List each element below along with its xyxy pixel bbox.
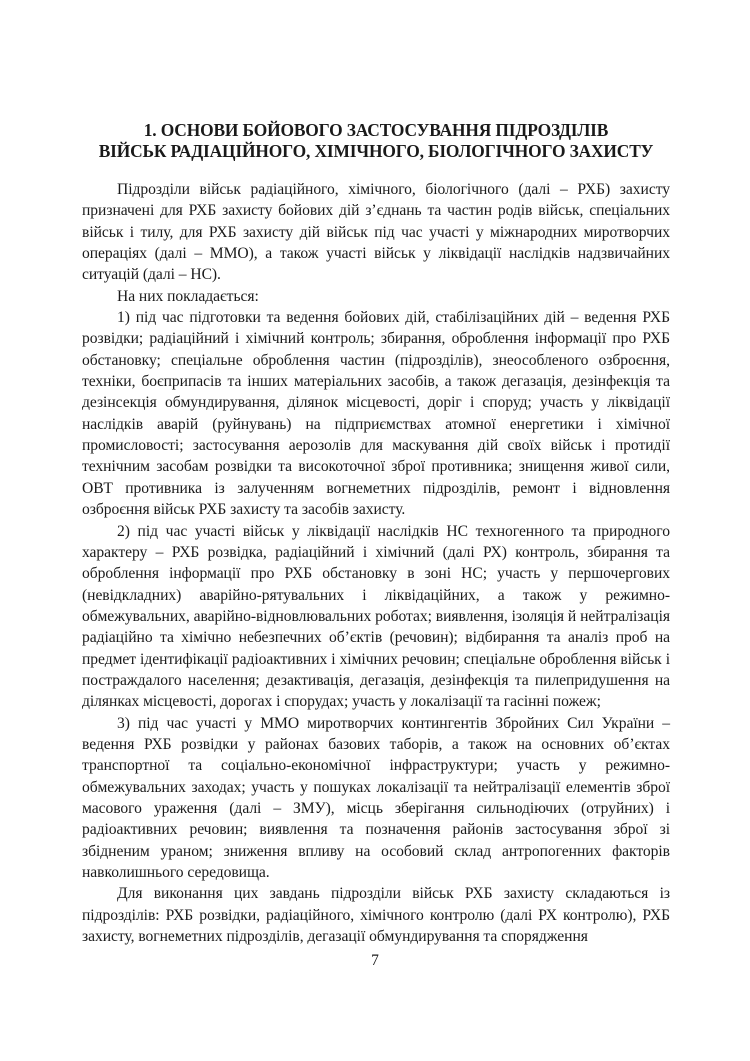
section-title-line-1: 1. ОСНОВИ БОЙОВОГО ЗАСТОСУВАННЯ ПІДРОЗДІЛІВ: [143, 120, 609, 140]
paragraph-composition: Для виконання цих завдань підрозділи військ РХБ захисту складаються із підрозділів: РХБ розвідки, радіаційного, хімічного контролю (далі РХ контролю), РХБ захисту, вогнеметних підрозділів, дегазації обмундирування та спорядження: [82, 885, 670, 946]
paragraph-item-3: 3) під час участі у ММО миротворчих контингентів Збройних Сил України – ведення РХБ розвідки у районах базових таборів, а також на основних об’єктах транспортної та соціально-економічної інфраструктури; участь у режимно-обмежувальних заходах; участь у пошуках локалізації та нейтралізації елементів зброї масового ураження (далі – ЗМУ), місць зберігання сильнодіючих (отруйних) і радіоактивних речовин; виявлення та позначення районів застосування зброї зі збідненим ураном; зниження впливу на особовий склад антропогенних факторів навколишнього середовища.: [82, 714, 670, 881]
document-page: [82, 120, 670, 947]
paragraph-tasks-lead: На них покладається:: [117, 287, 259, 305]
paragraph-item-2: 2) під час участі військ у ліквідації наслідків НС техногенного та природного характеру – РХБ розвідка, радіаційний і хімічний (далі РХ) контроль, збирання та оброблення інформації про РХБ обстановку в зоні НС; участь у першочергових (невідкладних) аварійно-рятувальних і ліквідаційних, а також у режимно-обмежувальних, аварійно-відновлювальних роботах; виявлення, ізоляція й нейтралізація радіаційно та хімічно небезпечних об’єктів (речовин); відбирання та аналіз проб на предмет ідентифікації радіоактивних і хімічних речовин; спеціальне оброблення військ і постраждалого населення; дезактивація, дегазація, дезінфекція та пилепридушення на ділянках місцевості, дорогах і спорудах; участь у локалізації та гасінні пожеж;: [82, 522, 670, 711]
section-title: [82, 120, 670, 162]
section-title-line-2: ВІЙСЬК РАДІАЦІЙНОГО, ХІМІЧНОГО, БІОЛОГІЧНОГО ЗАХИСТУ: [98, 141, 654, 161]
paragraph-item-1: 1) під час підготовки та ведення бойових дій, стабілізаційних дій – ведення РХБ розвідки; радіаційний і хімічний контроль; збирання, оброблення інформації про РХБ обстановку; спеціальне оброблення частин (підрозділів), знеособленого озброєння, техніки, боєприпасів та інших матеріальних засобів, а також дегазація, дезінфекція та дезінсекція обмундирування, ділянок місцевості, доріг і споруд; участь у ліквідації наслідків аварій (руйнувань) на підприємствах атомної енергетики і хімічної промисловості; застосування аерозолів для маскування дій своїх військ і протидії технічним засобам розвідки та високоточної зброї противника; знищення живої сили, ОВТ противника із залученням вогнеметних підрозділів, ремонт і відновлення озброєння військ РХБ захисту та засобів захисту.: [82, 309, 670, 519]
paragraph-intro: Підрозділи військ радіаційного, хімічного, біологічного (далі – РХБ) захисту призначені для РХБ захисту бойових дій з’єднань та частин родів військ, спеціальних військ і тилу, для РХБ захисту дій військ під час участі у міжнародних миротворчих операціях (далі – ММО), а також участі військ у ліквідації наслідків надзвичайних ситуацій (далі – НС).: [82, 181, 670, 284]
page-number: 7: [371, 952, 379, 969]
document-body: [82, 179, 670, 947]
